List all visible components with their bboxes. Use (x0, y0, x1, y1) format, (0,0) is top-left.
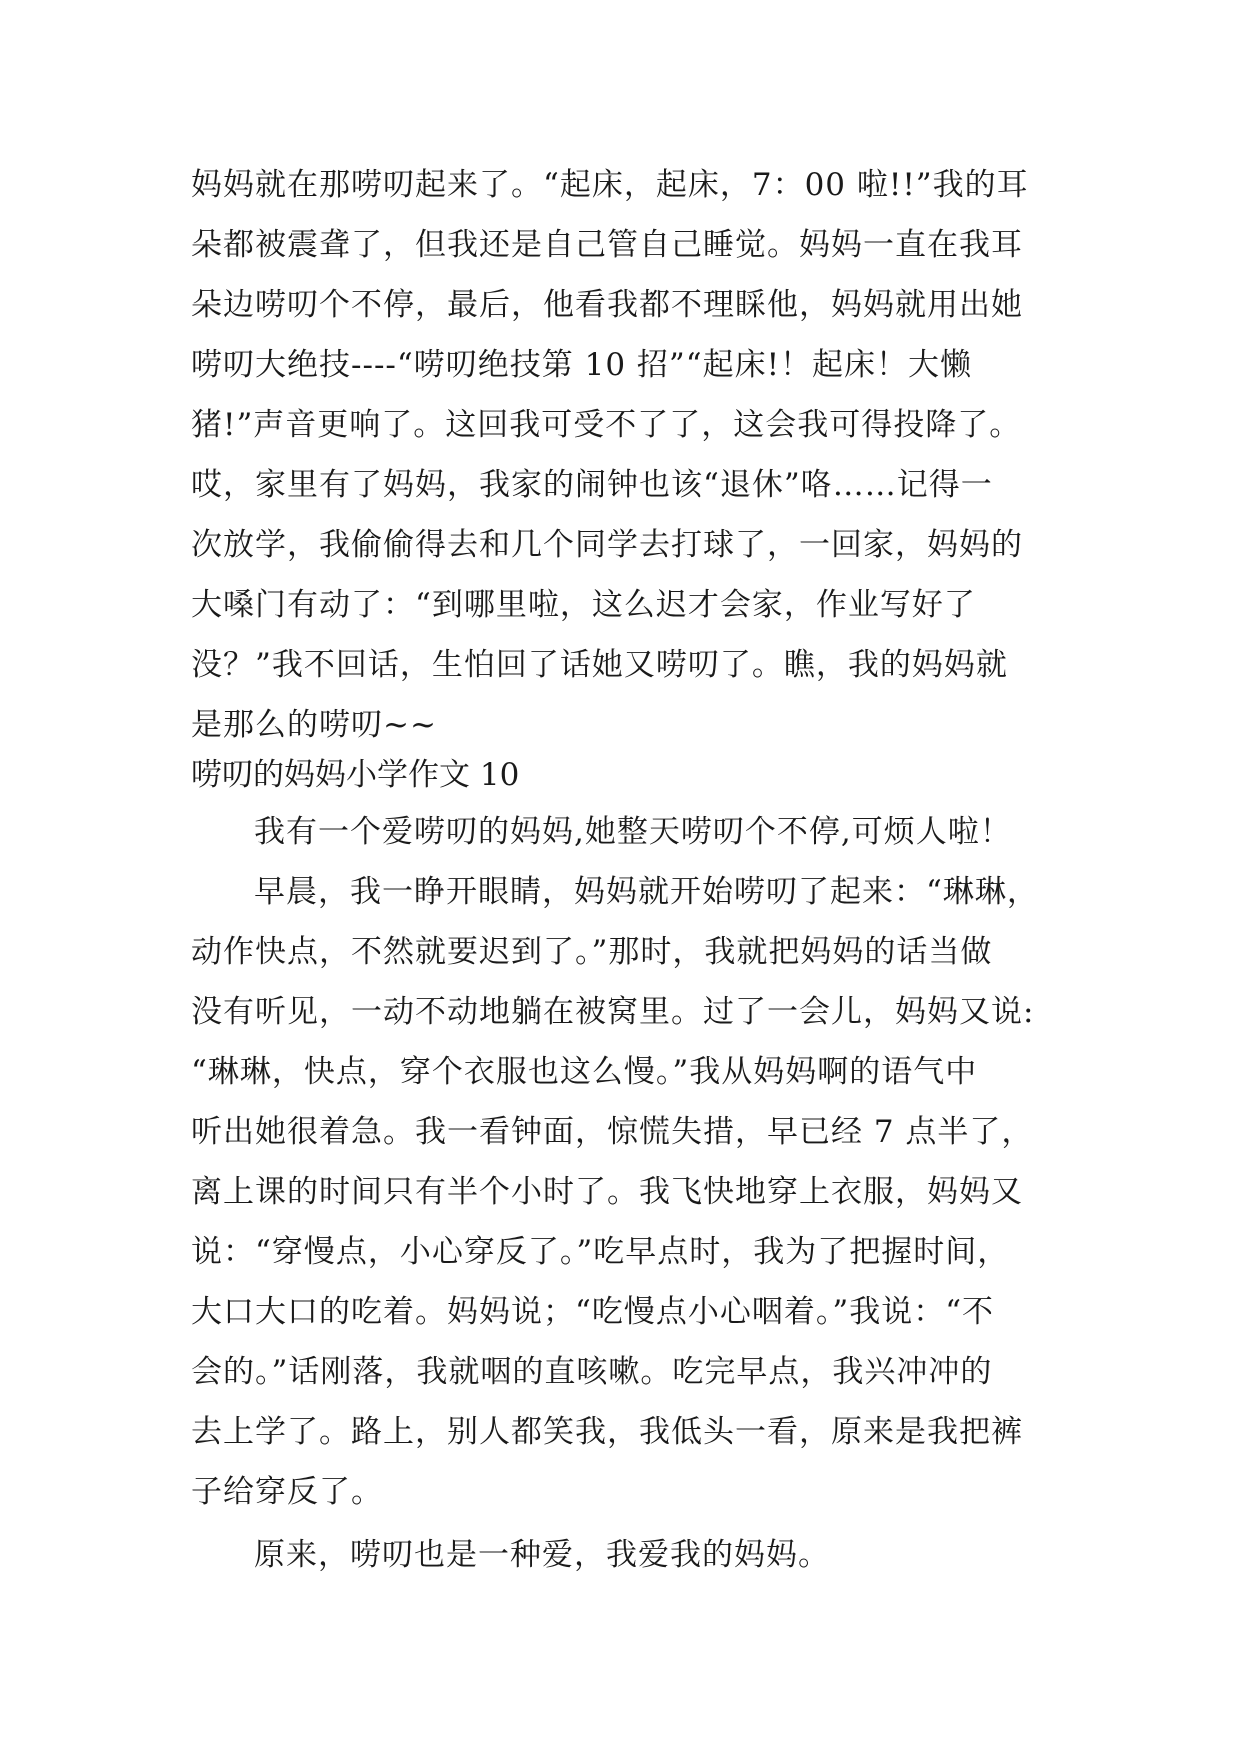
text-line: 动作快点，不然就要迟到了。”那时，我就把妈妈的话当做 (191, 934, 993, 970)
text-line: 朵都被震聋了，但我还是自己管自己睡觉。妈妈一直在我耳 (191, 227, 1023, 263)
text-line: “琳琳，快点，穿个衣服也这么慢。”我从妈妈啊的语气中 (191, 1054, 978, 1090)
text-line: 原来，唠叨也是一种爱，我爱我的妈妈。 (254, 1537, 830, 1573)
text-line: 没有听见，一动不动地躺在被窝里。过了一会儿，妈妈又说: (191, 994, 1035, 1030)
text-line: 会的。”话刚落，我就咽的直咳嗽。吃完早点，我兴冲冲的 (191, 1354, 993, 1390)
text-line: 大嗓门有动了：“到哪里啦，这么迟才会家，作业写好了 (191, 587, 976, 623)
text-line: 大口大口的吃着。妈妈说；“吃慢点小心咽着。”我说：“不 (191, 1294, 995, 1330)
text-line: 妈妈就在那唠叨起来了。“起床，起床，7：00 啦!!”我的耳 (191, 167, 1029, 203)
text-line: 朵边唠叨个不停，最后，他看我都不理睬他，妈妈就用出她 (191, 287, 1023, 323)
text-line: 早晨，我一睁开眼睛，妈妈就开始唠叨了起来：“琳琳， (254, 874, 1039, 910)
text-line: 哎，家里有了妈妈，我家的闹钟也该“退休”咯……记得一 (191, 467, 993, 503)
text-line: 唠叨大绝技----“唠叨绝技第 10 招”“起床!！起床！大懒 (191, 347, 973, 383)
text-line: 次放学，我偷偷得去和几个同学去打球了，一回家，妈妈的 (191, 527, 1023, 563)
text-line: 去上学了。路上，别人都笑我，我低头一看，原来是我把裤 (191, 1414, 1023, 1450)
essay-title: 唠叨的妈妈小学作文 10 (191, 757, 520, 793)
text-line: 离上课的时间只有半个小时了。我飞快地穿上衣服，妈妈又 (191, 1174, 1023, 1210)
text-line: 是那么的唠叨~~ (191, 707, 437, 743)
text-line: 猪!”声音更响了。这回我可受不了了，这会我可得投降了。 (191, 407, 1022, 443)
text-line: 我有一个爱唠叨的妈妈,她整天唠叨个不停,可烦人啦！ (254, 814, 1012, 850)
text-line: 没？”我不回话，生怕回了话她又唠叨了。瞧，我的妈妈就 (191, 647, 1008, 683)
text-line: 说：“穿慢点，小心穿反了。”吃早点时，我为了把握时间， (191, 1234, 1010, 1270)
text-line: 听出她很着急。我一看钟面，惊慌失措，早已经 7 点半了， (191, 1114, 1034, 1150)
text-line: 子给穿反了。 (191, 1474, 383, 1510)
